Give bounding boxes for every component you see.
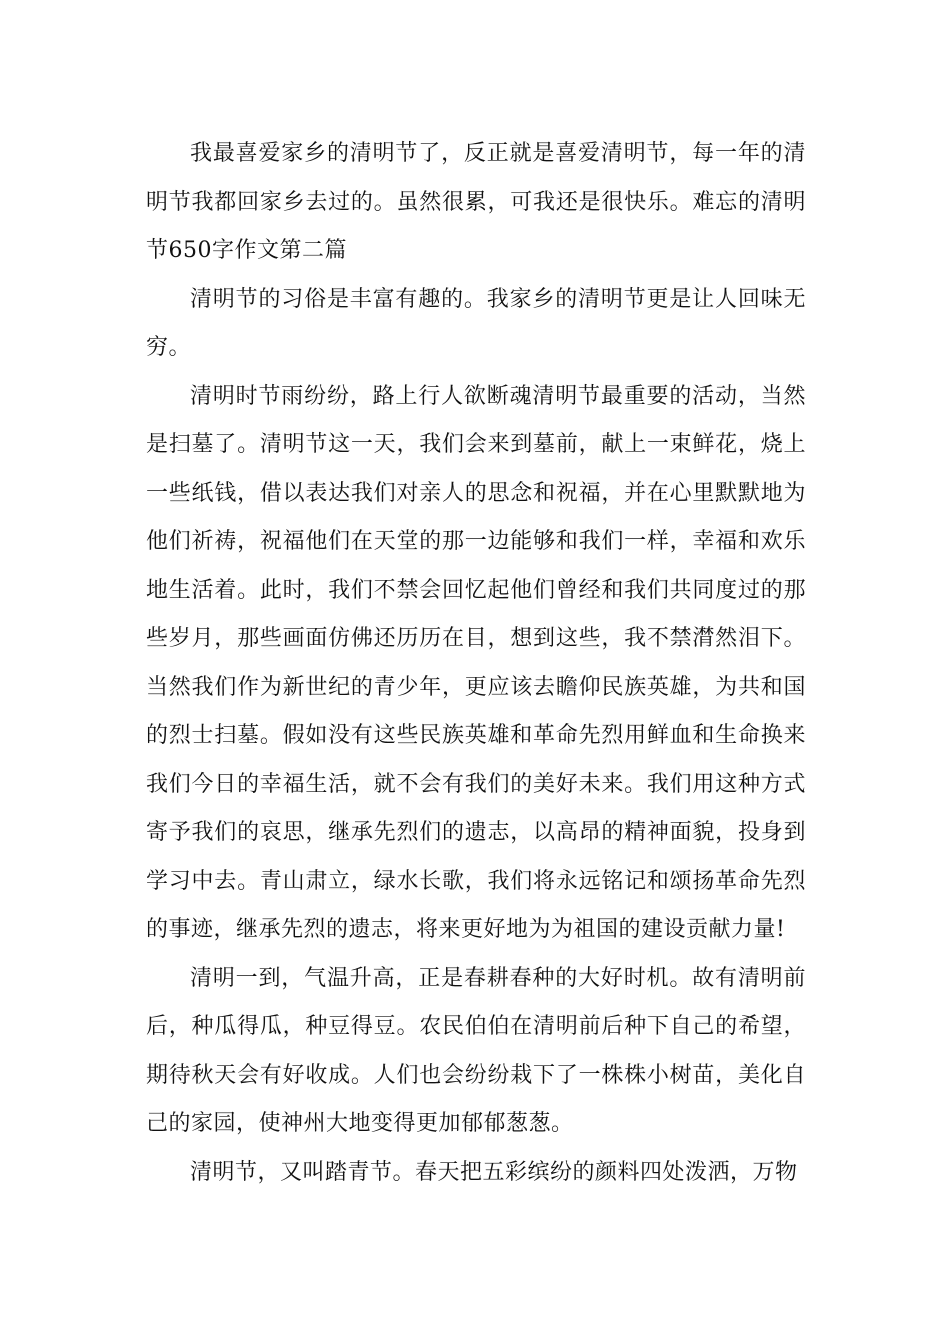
paragraph-3: 清明时节雨纷纷，路上行人欲断魂清明节最重要的活动，当然是扫墓了。清明节这一天，我们会来到墓前，献上一束鲜花，烧上一些纸钱，借以表达我们对亲人的思念和祝福，并在心里默默地为他们祈祷，祝福他们在天堂的那一边能够和我们一样，幸福和欢乐地生活着。此时，我们不禁会回忆起他们曾经和我们共同度过的那些岁月，那些画面仿佛还历历在目，想到这些，我不禁潸然泪下。当然我们作为新世纪的青少年，更应该去瞻仰民族英雄，为共和国的烈士扫墓。假如没有这些民族英雄和革命先烈用鲜血和生命换来我们今日的幸福生活，就不会有我们的美好未来。我们用这种方式寄予我们的哀思，继承先烈们的遗志，以高昂的精神面貌，投身到学习中去。青山肃立，绿水长歌，我们将永远铭记和颂扬革命先烈的事迹，继承先烈的遗志，将来更好地为为祖国的建设贡献力量! [146, 383, 806, 942]
paragraph-1: 我最喜爱家乡的清明节了，反正就是喜爱清明节，每一年的清明节我都回家乡去过的。虽然很累，可我还是很快乐。难忘的清明节650字作文第二篇 [146, 141, 806, 263]
paragraph-5: 清明节，又叫踏青节。春天把五彩缤纷的颜料四处泼洒，万物 [190, 1159, 798, 1185]
paragraph-4: 清明一到，气温升高，正是春耕春种的大好时机。故有清明前后，种瓜得瓜，种豆得豆。农民伯伯在清明前后种下自己的希望，期待秋天会有好收成。人们也会纷纷栽下了一株株小树苗，美化自己的家园，使神州大地变得更加郁郁葱葱。 [146, 965, 806, 1136]
paragraph-2: 清明节的习俗是丰富有趣的。我家乡的清明节更是让人回味无穷。 [146, 286, 806, 360]
document-body [146, 130, 806, 1197]
